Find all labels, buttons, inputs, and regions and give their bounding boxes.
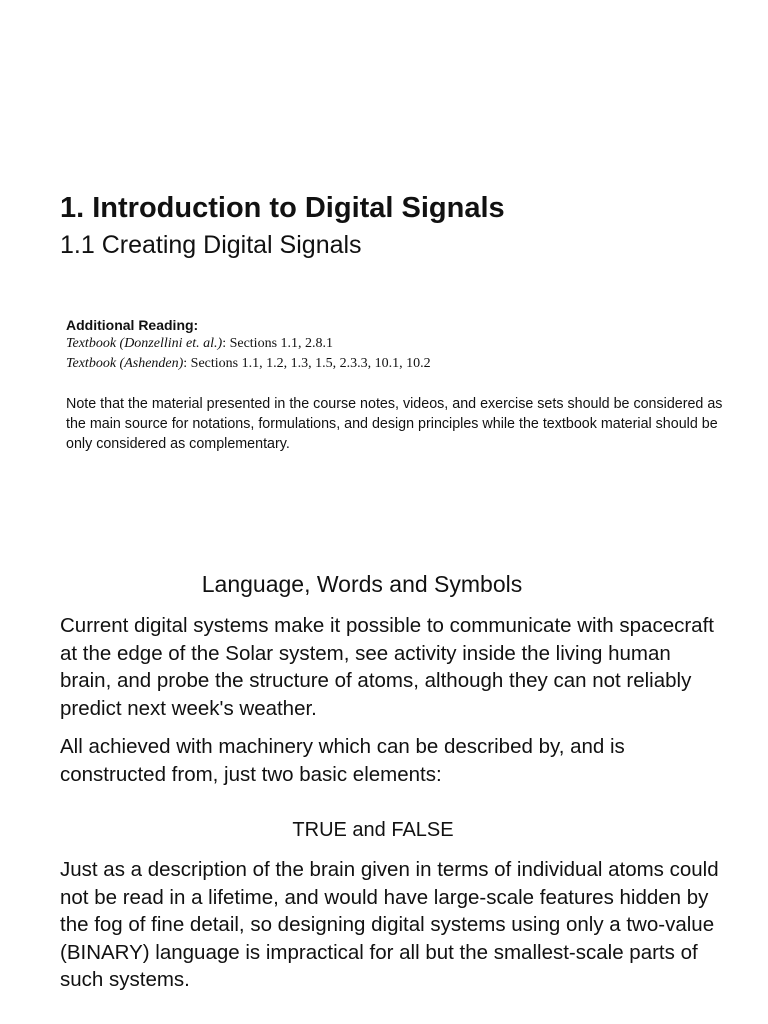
chapter-title: 1. Introduction to Digital Signals	[60, 192, 505, 224]
paragraph: Just as a description of the brain given in terms of individual atoms could not be read in a lifetime, and would have large-scale features hidden by the fog of fine detail, so designing digital systems using only a two-value (BINARY) language is impractical for all but the smallest-scale parts of such systems.	[60, 858, 719, 992]
additional-reading	[66, 316, 746, 374]
reading-item	[66, 334, 746, 354]
additional-reading-heading: Additional Reading:	[66, 317, 199, 333]
section-title: 1.1 Creating Digital Signals	[60, 231, 362, 259]
complementary-note: Note that the material presented in the course notes, videos, and exercise sets should be considered as the main source for notations, formulations, and design principles while the textbook material should be only considered as complementary.	[66, 396, 723, 452]
true-false-line: TRUE and FALSE	[292, 819, 454, 841]
reading-sections: : Sections 1.1, 2.8.1	[222, 336, 334, 351]
paragraph: All achieved with machinery which can be described by, and is constructed from, just two basic elements:	[60, 735, 625, 786]
paragraph: Current digital systems make it possible to communicate with spacecraft at the edge of the Solar system, see activity inside the living human brain, and probe the structure of atoms, although they can not reliably predict next week's weather.	[60, 614, 714, 720]
reading-source: Textbook (Donzellini et. al.)	[66, 336, 223, 351]
reading-item	[66, 354, 746, 374]
topic-heading: Language, Words and Symbols	[201, 571, 523, 597]
reading-sections: : Sections 1.1, 1.2, 1.3, 1.5, 2.3.3, 10.1, 10.2	[183, 356, 431, 371]
reading-source: Textbook (Ashenden)	[66, 356, 184, 371]
